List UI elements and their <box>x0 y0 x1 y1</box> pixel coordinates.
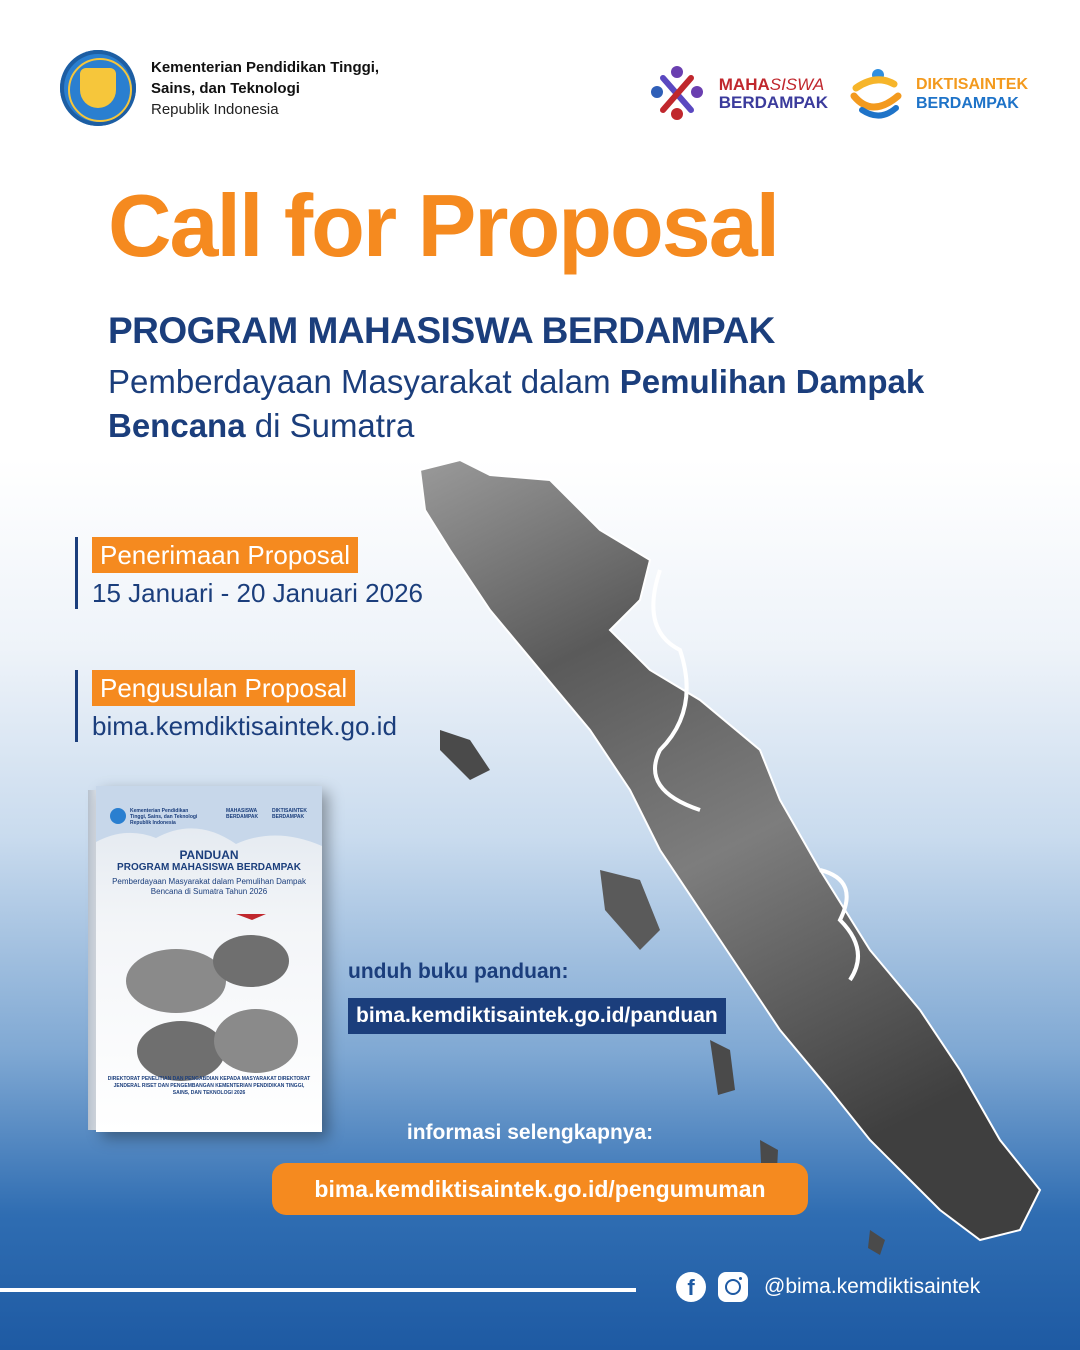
guidebook-mb-logo: MAHASISWA BERDAMPAK <box>226 808 259 820</box>
info-pengusulan-label: Pengusulan Proposal <box>92 670 355 706</box>
info-penerimaan-label: Penerimaan Proposal <box>92 537 358 573</box>
info-pengusulan-link[interactable]: bima.kemdiktisaintek.go.id <box>92 711 397 741</box>
ministry-line1: Kementerian Pendidikan Tinggi, <box>151 58 380 76</box>
main-title: Call for Proposal <box>108 176 779 275</box>
guidebook-program: PROGRAM MAHASISWA BERDAMPAK <box>117 862 301 873</box>
more-info-button[interactable]: bima.kemdiktisaintek.go.id/pengumuman <box>272 1163 808 1215</box>
ministry-logo-icon <box>60 50 136 126</box>
ministry-name <box>151 57 379 120</box>
ministry-line2: Sains, dan Teknologi <box>151 79 300 97</box>
subtitle-part1: Pemberdayaan Masyarakat dalam <box>108 363 620 400</box>
download-label: unduh buku panduan: <box>348 960 569 983</box>
guidebook-organization: DIREKTORAT PENELITIAN DAN PENGABDIAN KEPADA MASYARAKAT DIREKTORAT JENDERAL RISET DAN PENGEMBANGAN KEMENTERIAN PENDIDIKAN TINGGI, SAINS, DAN TEKNOLOGI 2026 <box>107 1076 311 1096</box>
mahasiswa-berdampak-icon <box>645 62 709 126</box>
diktisaintek-berdampak-logo <box>848 66 1028 122</box>
guidebook-subtitle: Pemberdayaan Masyarakat dalam Pemulihan Dampak Bencana di Sumatra Tahun 2026 <box>112 877 306 896</box>
guidebook-ministry: Kementerian Pendidikan Tinggi, Sains, dan Teknologi Republik Indonesia <box>130 808 198 826</box>
mb-word1: MAHA <box>718 75 770 94</box>
program-subtitle <box>108 360 968 448</box>
subtitle-bold: Pemulihan Dampak Bencana <box>108 363 925 444</box>
program-title: PROGRAM MAHASISWA BERDAMPAK <box>108 310 775 351</box>
download-link[interactable]: bima.kemdiktisaintek.go.id/panduan <box>348 998 726 1034</box>
partner-logos <box>645 62 1028 126</box>
footer-divider <box>0 1288 636 1292</box>
ministry-line3: Republik Indonesia <box>151 100 279 118</box>
subtitle-part2: di Sumatra <box>245 407 415 444</box>
facebook-icon[interactable]: f <box>676 1272 706 1302</box>
mahasiswa-berdampak-logo <box>645 62 828 126</box>
guidebook-title: PANDUAN <box>179 848 239 862</box>
instagram-icon[interactable] <box>718 1272 748 1302</box>
guidebook-dk-logo: DIKTISAINTEK BERDAMPAK <box>272 808 307 820</box>
info-penerimaan <box>75 537 423 609</box>
ministry-header <box>60 50 379 126</box>
mb-word3: BERDAMPAK <box>718 93 828 112</box>
social-handle[interactable]: @bima.kemdiktisaintek <box>764 1275 981 1298</box>
dk-word2: BERDAMPAK <box>916 95 1019 112</box>
social-links <box>676 1272 980 1302</box>
guidebook-cover <box>88 786 322 1132</box>
more-info-label: informasi selengkapnya: <box>406 1121 654 1144</box>
info-pengusulan <box>75 670 397 742</box>
dk-word1: DIKTISAINTEK <box>916 76 1028 93</box>
mb-word2: SISWA <box>769 75 825 94</box>
diktisaintek-berdampak-icon <box>848 66 904 122</box>
info-penerimaan-value: 15 Januari - 20 Januari 2026 <box>92 578 424 608</box>
